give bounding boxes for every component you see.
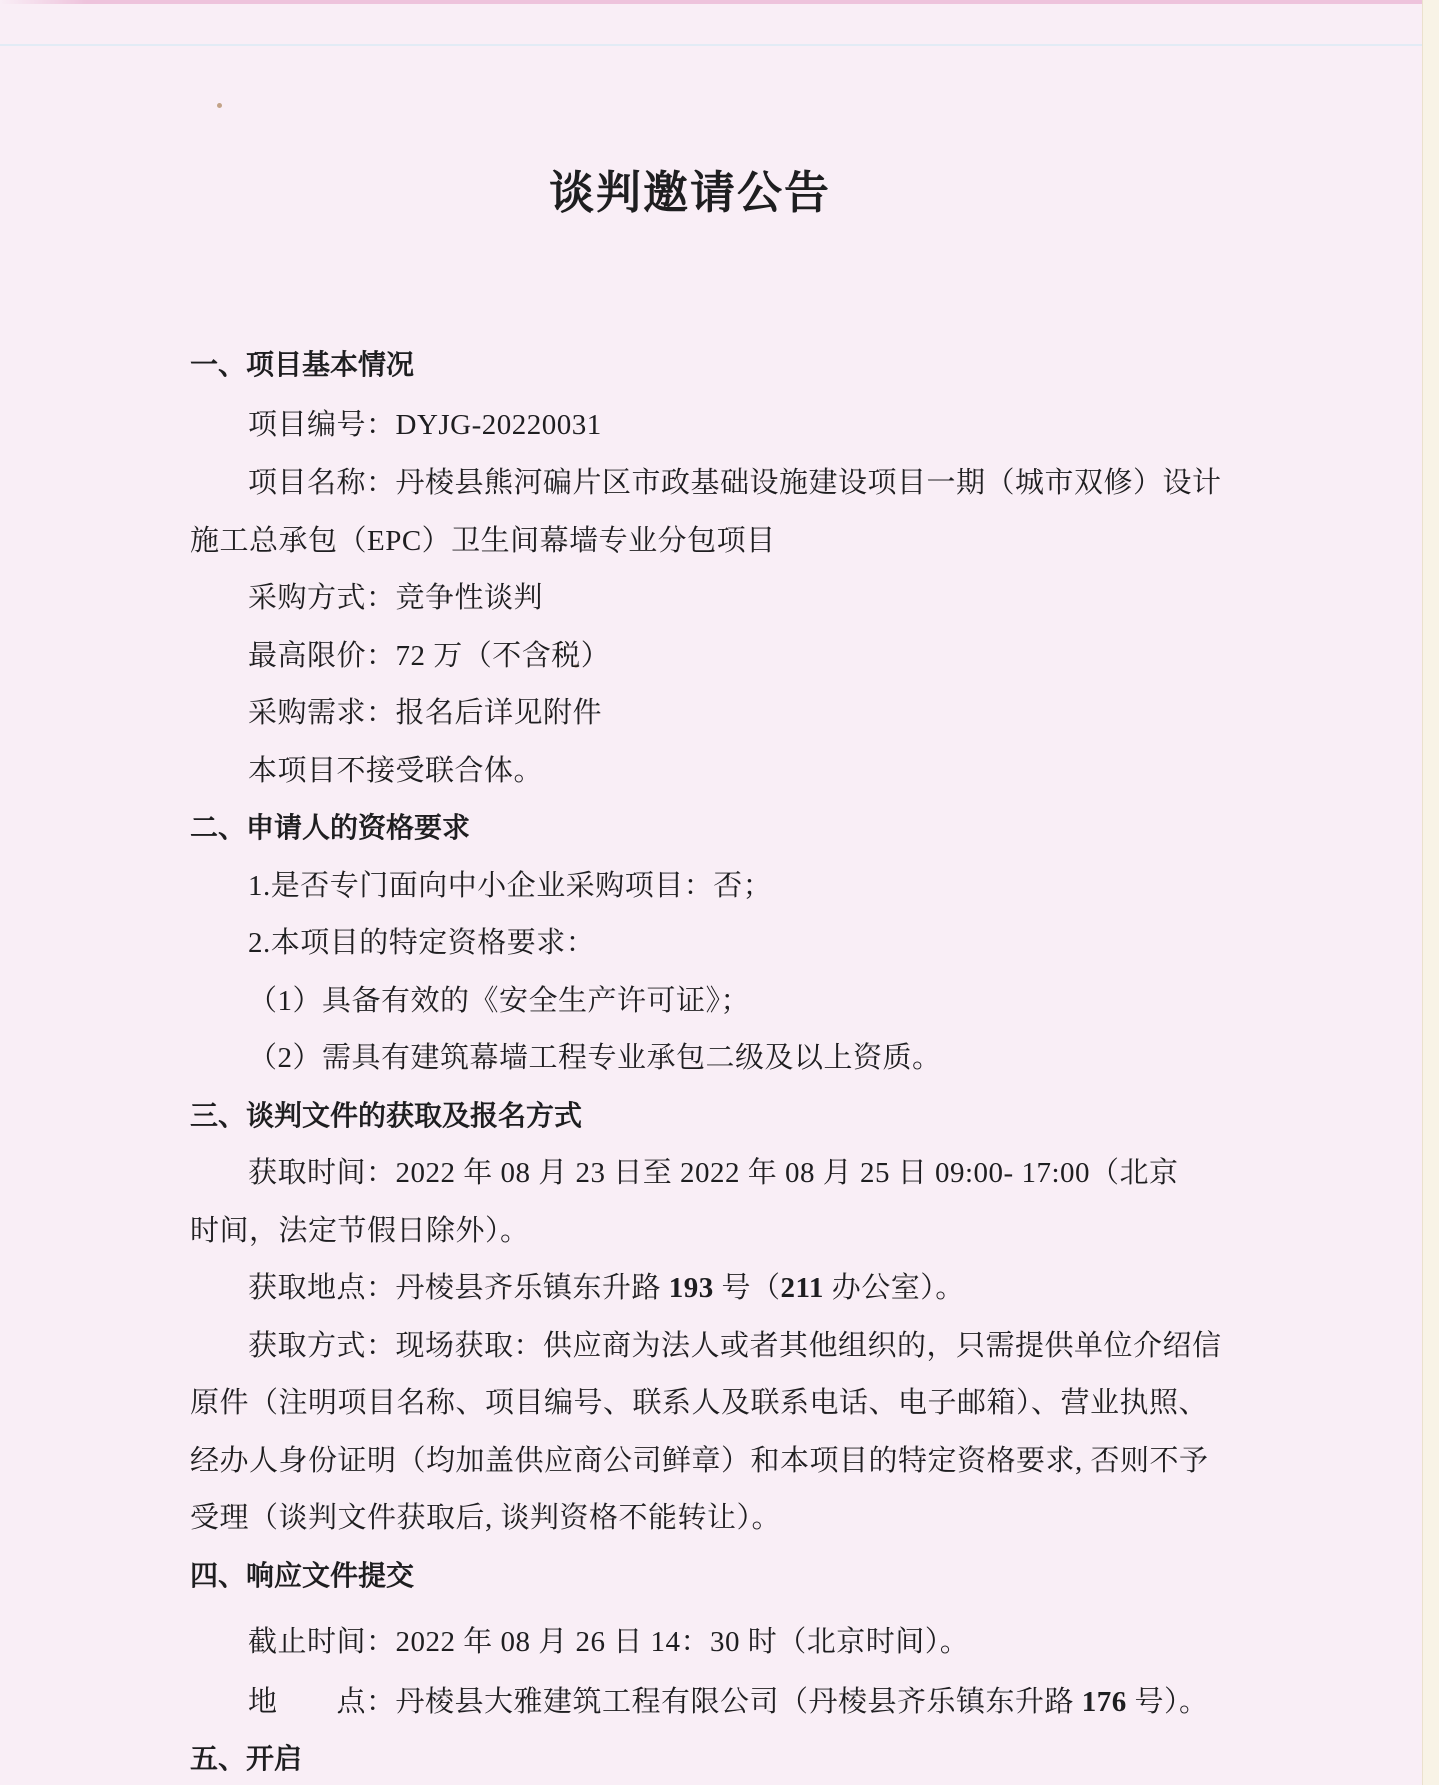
scan-speck (217, 103, 222, 108)
document-line-7 (248, 698, 602, 730)
text-run: 截止时间：2022 年 08 月 26 日 14：30 时（北京时间）。 (248, 1626, 970, 1658)
document-line-3 (248, 468, 1222, 500)
text-run: 本项目不接受联合体。 (248, 755, 544, 787)
document-line-4 (190, 526, 776, 558)
text-run: 办公室）。 (823, 1272, 965, 1304)
document-line-13 (248, 1043, 942, 1075)
text-run: 获取地点：丹棱县齐乐镇东升路 (248, 1272, 669, 1304)
document-line-16 (190, 1216, 530, 1248)
document-line-24 (248, 1687, 1209, 1719)
text-run-bold: 193 (668, 1272, 714, 1304)
text-run: 项目编号：DYJG-20220031 (248, 409, 602, 441)
document-line-9 (190, 813, 470, 844)
scan-edge-strip (1422, 0, 1439, 1785)
text-run: 最高限价：72 万（不含税） (248, 640, 611, 672)
document-line-21 (190, 1503, 781, 1535)
text-run: 号（ (713, 1272, 781, 1304)
text-run: 四、响应文件提交 (190, 1560, 415, 1591)
text-run: 一、项目基本情况 (190, 349, 415, 380)
text-run: 施工总承包（EPC）卫生间幕墙专业分包项目 (190, 525, 776, 557)
scan-artifact-rule-line (0, 44, 1439, 46)
document-line-23 (248, 1627, 969, 1659)
document-line-19 (190, 1388, 1208, 1420)
text-run-bold: 211 (780, 1272, 824, 1304)
text-run: 采购方式：竞争性谈判 (248, 582, 544, 614)
text-run: 经办人身份证明（均加盖供应商公司鲜章）和本项目的特定资格要求, 否则不予 (190, 1445, 1209, 1477)
document-line-18 (248, 1331, 1222, 1363)
text-run: 地 点：丹棱县大雅建筑工程有限公司（丹棱县齐乐镇东升路 (248, 1686, 1082, 1718)
text-run: 时间，法定节假日除外）。 (190, 1215, 530, 1247)
text-run: 1.是否专门面向中小企业采购项目：否； (248, 870, 773, 902)
document-line-8 (248, 756, 543, 788)
document-line-5 (248, 583, 543, 615)
document-line-10 (248, 871, 772, 903)
text-run: 三、谈判文件的获取及报名方式 (190, 1100, 583, 1131)
text-run: 获取时间：2022 年 08 月 23 日至 2022 年 08 月 25 日 09:00- 17:00（北京 (248, 1157, 1179, 1189)
document-title: 谈判邀请公告 (548, 168, 831, 218)
text-run: 受理（谈判文件获取后, 谈判资格不能转让）。 (190, 1502, 782, 1534)
document-line-2 (248, 410, 602, 442)
document-line-14 (190, 1101, 582, 1132)
document-line-11 (248, 928, 595, 960)
text-run: 二、申请人的资格要求 (190, 812, 471, 843)
document-line-17 (248, 1273, 965, 1305)
text-run: 项目名称：丹棱县熊河碥片区市政基础设施建设项目一期（城市双修）设计 (248, 467, 1222, 499)
text-run: （2）需具有建筑幕墙工程专业承包二级及以上资质。 (248, 1042, 942, 1074)
text-run: 原件（注明项目名称、项目编号、联系人及联系电话、电子邮箱）、营业执照、 (190, 1387, 1209, 1419)
text-run: 采购需求：报名后详见附件 (248, 697, 603, 729)
document-line-12 (248, 986, 750, 1018)
text-run: （1）具备有效的《安全生产许可证》； (248, 985, 751, 1017)
document-line-20 (190, 1446, 1209, 1478)
text-run: 获取方式：现场获取：供应商为法人或者其他组织的，只需提供单位介绍信 (248, 1330, 1222, 1362)
text-run: 2.本项目的特定资格要求： (248, 927, 596, 959)
text-run: 五、开启 (190, 1743, 303, 1774)
text-run: 号）。 (1126, 1686, 1209, 1718)
document-line-1 (190, 350, 414, 381)
scan-artifact-top-line (0, 0, 1439, 4)
document-line-22 (190, 1561, 414, 1592)
document-line-25 (190, 1744, 302, 1775)
document-line-6 (248, 641, 610, 673)
document-line-15 (248, 1158, 1179, 1190)
text-run-bold: 176 (1081, 1686, 1127, 1718)
